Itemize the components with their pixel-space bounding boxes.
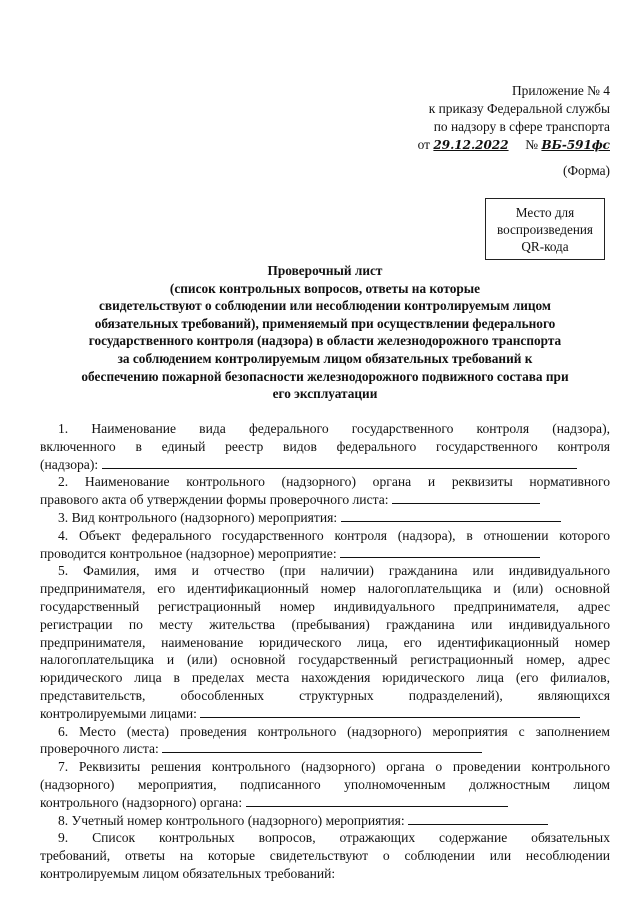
title-line: обязательных требований), применяемый при осуществлении федерального <box>94 315 556 331</box>
item-line: государственный регистрационный номер индивидуального предпринимателя, адрес <box>40 598 610 614</box>
item-line: предпринимателя, его идентификационный номер налогоплательщика и (или) основной <box>40 581 610 597</box>
item-line: 1. Наименование вида федерального государственного контроля (надзора), <box>58 421 610 436</box>
item-line <box>40 509 610 527</box>
item-line <box>40 794 610 812</box>
item-line <box>40 491 610 509</box>
item-line: включенного в единый реестр видов федерального государственного контроля <box>40 438 610 454</box>
fill-in-line[interactable] <box>162 740 482 753</box>
fill-in-line[interactable] <box>340 545 540 558</box>
item-line: 5. Фамилия, имя и отчество (при наличии) гражданина или индивидуального <box>58 563 610 579</box>
item-line: юридического лица в пределах места нахождения юридического лица (его филиалов, <box>40 670 610 686</box>
appendix-date-line <box>418 136 610 154</box>
qr-code-placeholder <box>485 198 605 260</box>
item-text: проверочного листа: <box>40 741 159 757</box>
item-line: регистрации по месту жительства (пребывания) гражданина или индивидуального <box>40 616 610 632</box>
item-7 <box>40 758 610 811</box>
item-9 <box>40 829 610 882</box>
item-line <box>40 456 610 474</box>
title-line: Проверочный лист <box>267 263 383 278</box>
item-2 <box>40 473 610 509</box>
form-label: (Форма) <box>562 163 610 178</box>
item-line: (надзорного) мероприятия, подписанного уполномоченным должностным лицом <box>40 776 610 792</box>
title-line: обеспечению пожарной безопасности железнодорожного подвижного состава при <box>81 368 569 384</box>
qr-text-2: воспроизведения <box>497 222 593 237</box>
item-text: контрольного (надзорного) органа: <box>40 794 243 810</box>
item-line: предпринимателя, наименование юридического лица, его идентификационный номер <box>40 634 610 650</box>
form-body <box>40 420 610 883</box>
title-line: за соблюдением контролируемым лицом обязательных требований к <box>117 350 533 366</box>
fill-in-line[interactable] <box>408 812 548 825</box>
appendix-order-line: к приказу Федеральной службы <box>428 101 610 116</box>
item-line <box>40 545 610 563</box>
item-4 <box>40 527 610 563</box>
title-line: (список контрольных вопросов, ответы на которые <box>169 280 481 296</box>
item-1 <box>40 420 610 473</box>
item-line: контролируемым лицом обязательных требований: <box>40 865 336 881</box>
handwritten-number: ВБ-591фс <box>541 138 610 152</box>
item-6 <box>40 723 610 759</box>
item-line: 2. Наименование контрольного (надзорного) органа и реквизиты нормативного <box>58 474 610 490</box>
item-8 <box>40 812 610 830</box>
item-line: 6. Место (места) проведения контрольного (надзорного) мероприятия с заполнением <box>58 723 610 739</box>
item-line <box>40 740 610 758</box>
item-line: 9. Список контрольных вопросов, отражающих содержание обязательных <box>58 830 610 846</box>
item-line <box>40 705 610 723</box>
item-3 <box>40 509 610 527</box>
appendix-header <box>418 82 610 154</box>
title-line: государственного контроля (надзора) в области железнодорожного транспорта <box>88 333 562 349</box>
fill-in-line[interactable] <box>200 705 580 718</box>
fill-in-line[interactable] <box>246 794 508 807</box>
item-text: 8. Учетный номер контрольного (надзорного) мероприятия: <box>58 812 405 828</box>
title-line: его эксплуатации <box>272 386 378 402</box>
document-title <box>40 262 610 403</box>
item-line <box>40 812 610 830</box>
item-line: представительств, обособленных структурных подразделений), являющихся <box>40 687 610 703</box>
item-line: требований, ответы на которые свидетельствуют о соблюдении или несоблюдении <box>40 848 610 864</box>
fill-in-line[interactable] <box>341 509 561 522</box>
item-text: проводится контрольное (надзорное) мероприятие: <box>40 545 337 561</box>
item-text: правового акта об утверждении формы проверочного листа: <box>40 492 389 508</box>
item-text: (надзора): <box>40 456 99 472</box>
item-text: 3. Вид контрольного (надзорного) мероприятия: <box>58 509 338 525</box>
handwritten-date: 29.12.2022 <box>433 138 509 152</box>
fill-in-line[interactable] <box>102 456 577 469</box>
item-5 <box>40 562 610 722</box>
item-line: 7. Реквизиты решения контрольного (надзорного) органа о проведении контрольного <box>58 759 610 775</box>
appendix-agency-line: по надзору в сфере транспорта <box>433 119 610 134</box>
fill-in-line[interactable] <box>392 491 540 504</box>
number-label: № <box>525 137 539 152</box>
from-label: от <box>417 137 431 152</box>
item-line: 4. Объект федерального государственного контроля (надзора), в отношении которого <box>58 527 610 543</box>
title-line: свидетельствуют о соблюдении или несоблюдении контролируемым лицом <box>99 298 551 314</box>
qr-text-3: QR-кода <box>521 239 569 254</box>
item-text: контролируемыми лицами: <box>40 705 197 721</box>
item-line: налогоплательщика и (или) основной государственный регистрационный номер, адрес <box>40 652 610 668</box>
qr-text-1: Место для <box>515 205 575 220</box>
appendix-title: Приложение № 4 <box>511 83 610 98</box>
